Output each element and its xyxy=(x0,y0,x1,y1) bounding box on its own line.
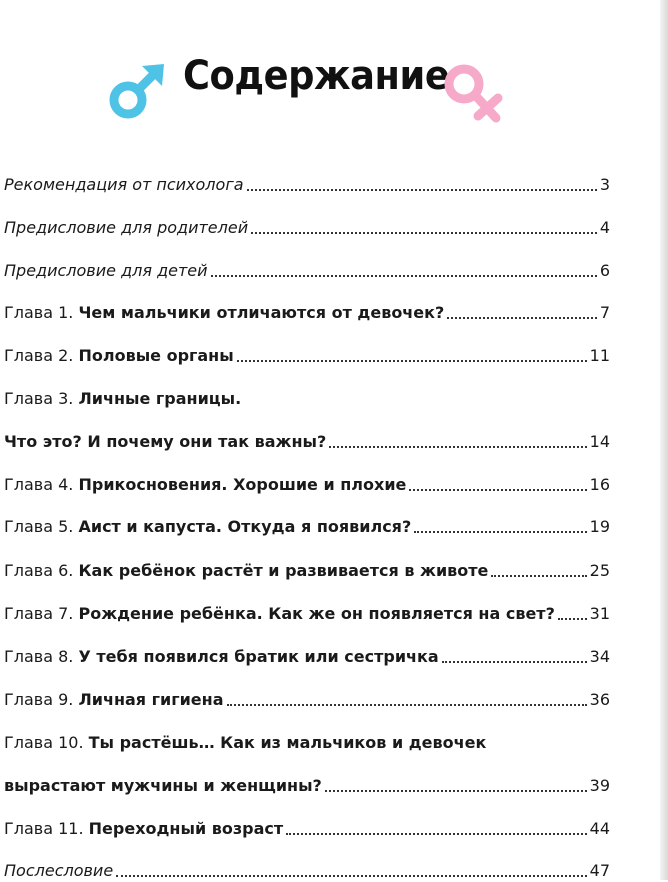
toc-entry-chapter-5[interactable] xyxy=(4,510,610,538)
dot-leader xyxy=(414,531,586,533)
toc-entry-chapter-6[interactable] xyxy=(4,554,610,582)
toc-entry-title: Глава 2. Половые органы xyxy=(4,346,234,365)
toc-entry-title: Глава 7. Рождение ребёнка. Как же он появляется на свет? xyxy=(4,604,555,623)
toc-entry-recommendation[interactable] xyxy=(4,168,610,196)
toc-page-number: 39 xyxy=(589,776,610,795)
toc-entry-title: Предисловие для родителей xyxy=(4,218,249,237)
dot-leader xyxy=(442,661,587,663)
dot-leader xyxy=(558,618,587,620)
toc-entry-chapter-1[interactable] xyxy=(4,296,610,324)
toc-header xyxy=(0,40,668,120)
dot-leader xyxy=(227,704,587,706)
toc-entry-title: Глава 6. Как ребёнок растёт и развивается в животе xyxy=(4,561,489,580)
toc-entry-preface-parents[interactable] xyxy=(4,211,610,239)
dot-leader xyxy=(409,489,586,491)
dot-leader xyxy=(491,575,586,577)
toc-entry-title: Глава 11. Переходный возраст xyxy=(4,819,284,838)
dot-leader xyxy=(251,232,597,234)
toc-page-number: 19 xyxy=(589,517,610,536)
toc-page-number: 31 xyxy=(589,604,610,623)
toc-entry-chapter-9[interactable] xyxy=(4,683,610,711)
toc-page-number: 6 xyxy=(599,261,610,280)
toc-page-number: 3 xyxy=(599,175,610,194)
toc-page-number: 44 xyxy=(589,819,610,838)
dot-leader xyxy=(116,875,586,877)
male-symbol-icon xyxy=(104,60,168,124)
toc-entry-title: Глава 3. Личные границы. xyxy=(4,389,242,408)
toc-page-number: 25 xyxy=(589,561,610,580)
toc-entry-chapter-3-line-2[interactable] xyxy=(4,425,610,453)
toc-page-number: 4 xyxy=(599,218,610,237)
toc-entry-title: Глава 8. У тебя появился братик или сестричка xyxy=(4,647,439,666)
toc-entry-title: Глава 5. Аист и капуста. Откуда я появился? xyxy=(4,517,412,536)
toc-entry-chapter-3-line-1[interactable] xyxy=(4,382,610,410)
toc-entry-chapter-2[interactable] xyxy=(4,339,610,367)
female-symbol-icon xyxy=(438,60,510,132)
toc-entry-chapter-11[interactable] xyxy=(4,812,610,840)
toc-entry-chapter-7[interactable] xyxy=(4,597,610,625)
page-edge-shadow xyxy=(660,0,668,880)
toc-page-number: 7 xyxy=(599,303,610,322)
dot-leader xyxy=(329,446,586,448)
toc-entry-title: Послесловие xyxy=(4,861,114,880)
dot-leader xyxy=(247,189,597,191)
dot-leader xyxy=(325,790,587,792)
dot-leader xyxy=(447,317,597,319)
dot-leader xyxy=(211,275,597,277)
toc-entry-title: Глава 1. Чем мальчики отличаются от девочек? xyxy=(4,303,445,322)
toc-entry-chapter-10-line-2[interactable] xyxy=(4,769,610,797)
toc-entry-title: Глава 10. Ты растёшь… Как из мальчиков и девочек xyxy=(4,733,487,752)
toc-page-number: 47 xyxy=(589,861,610,880)
toc-entry-chapter-4[interactable] xyxy=(4,468,610,496)
toc-entry-title: Предисловие для детей xyxy=(4,261,208,280)
toc-entry-chapter-10-line-1[interactable] xyxy=(4,726,610,754)
toc-entry-title: Глава 4. Прикосновения. Хорошие и плохие xyxy=(4,475,407,494)
toc-entry-preface-children[interactable] xyxy=(4,254,610,282)
toc-entry-chapter-8[interactable] xyxy=(4,640,610,668)
dot-leader xyxy=(286,833,586,835)
toc-entry-title: Рекомендация от психолога xyxy=(4,175,244,194)
toc-entry-title: вырастают мужчины и женщины? xyxy=(4,776,322,795)
toc-entry-afterword[interactable] xyxy=(4,854,610,882)
toc-page-number: 34 xyxy=(589,647,610,666)
toc-entry-title: Глава 9. Личная гигиена xyxy=(4,690,224,709)
toc-page-number: 16 xyxy=(589,475,610,494)
page-title: Содержание xyxy=(183,53,450,99)
dot-leader xyxy=(237,360,587,362)
toc-entry-title: Что это? И почему они так важны? xyxy=(4,432,327,451)
toc-page-number: 36 xyxy=(589,690,610,709)
toc-page-number: 11 xyxy=(589,346,610,365)
toc-page-number: 14 xyxy=(589,432,610,451)
